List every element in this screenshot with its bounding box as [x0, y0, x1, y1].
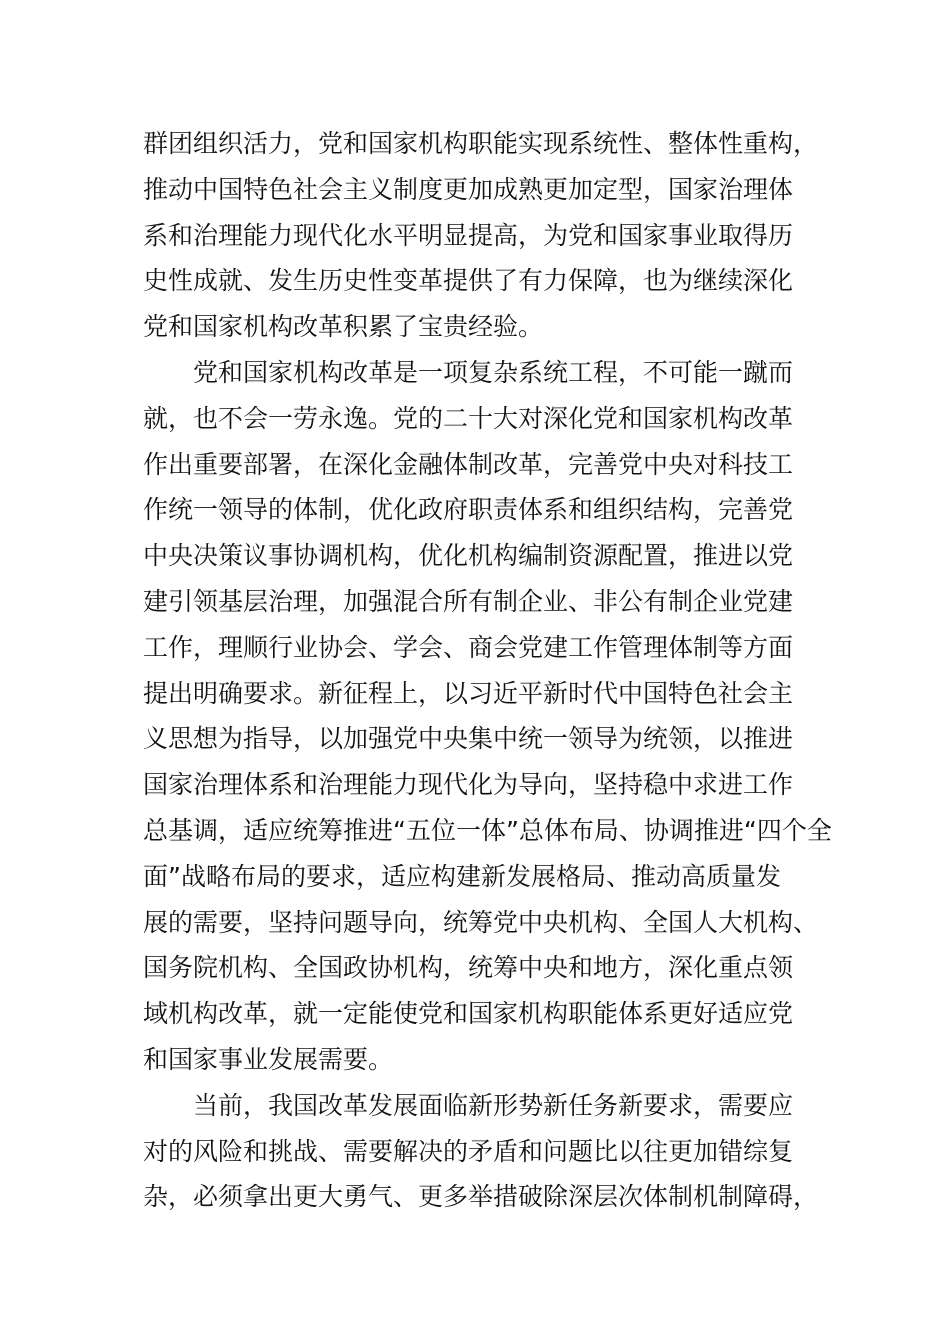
text-line: 建引领基层治理，加强混合所有制企业、非公有制企业党建 — [143, 586, 794, 616]
text-line: 作统一领导的体制，优化政府职责体系和组织结构，完善党 — [143, 495, 794, 525]
text-line: 史性成就、发生历史性变革提供了有力保障，也为继续深化 — [143, 266, 794, 296]
text-line: 群团组织活力，党和国家机构职能实现系统性、整体性重构， — [143, 129, 819, 158]
text-line: 党和国家机构改革积累了宝贵经验。 — [143, 312, 544, 342]
paragraph-first-line: 党和国家机构改革是一项复杂系统工程，不可能一蹴而 — [193, 357, 794, 387]
text-line: 推动中国特色社会主义制度更加成熟更加定型，国家治理体 — [143, 174, 794, 204]
text-line: 对的风险和挑战、需要解决的矛盾和问题比以往更加错综复 — [143, 1136, 794, 1166]
text-line: 就，也不会一劳永逸。党的二十大对深化党和国家机构改革 — [143, 403, 794, 433]
text-line: 国家治理体系和治理能力现代化为导向，坚持稳中求进工作 — [143, 770, 794, 800]
text-line: 总基调，适应统筹推进“五位一体”总体布局、协调推进“四个全 — [143, 815, 832, 845]
text-line: 义思想为指导，以加强党中央集中统一领导为统领，以推进 — [143, 724, 794, 754]
text-line: 系和治理能力现代化水平明显提高，为党和国家事业取得历 — [143, 220, 794, 250]
text-line: 工作，理顺行业协会、学会、商会党建工作管理体制等方面 — [143, 632, 794, 662]
text-line: 和国家事业发展需要。 — [143, 1044, 394, 1074]
text-line: 作出重要部署，在深化金融体制改革，完善党中央对科技工 — [143, 449, 794, 479]
text-line: 域机构改革，就一定能使党和国家机构职能体系更好适应党 — [143, 999, 794, 1029]
text-line: 面”战略布局的要求，适应构建新发展格局、推动高质量发 — [143, 861, 781, 891]
paragraph-first-line: 当前，我国改革发展面临新形势新任务新要求，需要应 — [193, 1090, 794, 1120]
text-line: 国务院机构、全国政协机构，统筹中央和地方，深化重点领 — [143, 953, 794, 983]
text-line: 中央决策议事协调机构，优化机构编制资源配置，推进以党 — [143, 541, 794, 571]
text-line: 展的需要，坚持问题导向，统筹党中央机构、全国人大机构、 — [143, 907, 819, 937]
document-body — [143, 121, 832, 1220]
text-line: 杂，必须拿出更大勇气、更多举措破除深层次体制机制障碍， — [143, 1182, 819, 1212]
text-line: 提出明确要求。新征程上，以习近平新时代中国特色社会主 — [143, 678, 794, 708]
